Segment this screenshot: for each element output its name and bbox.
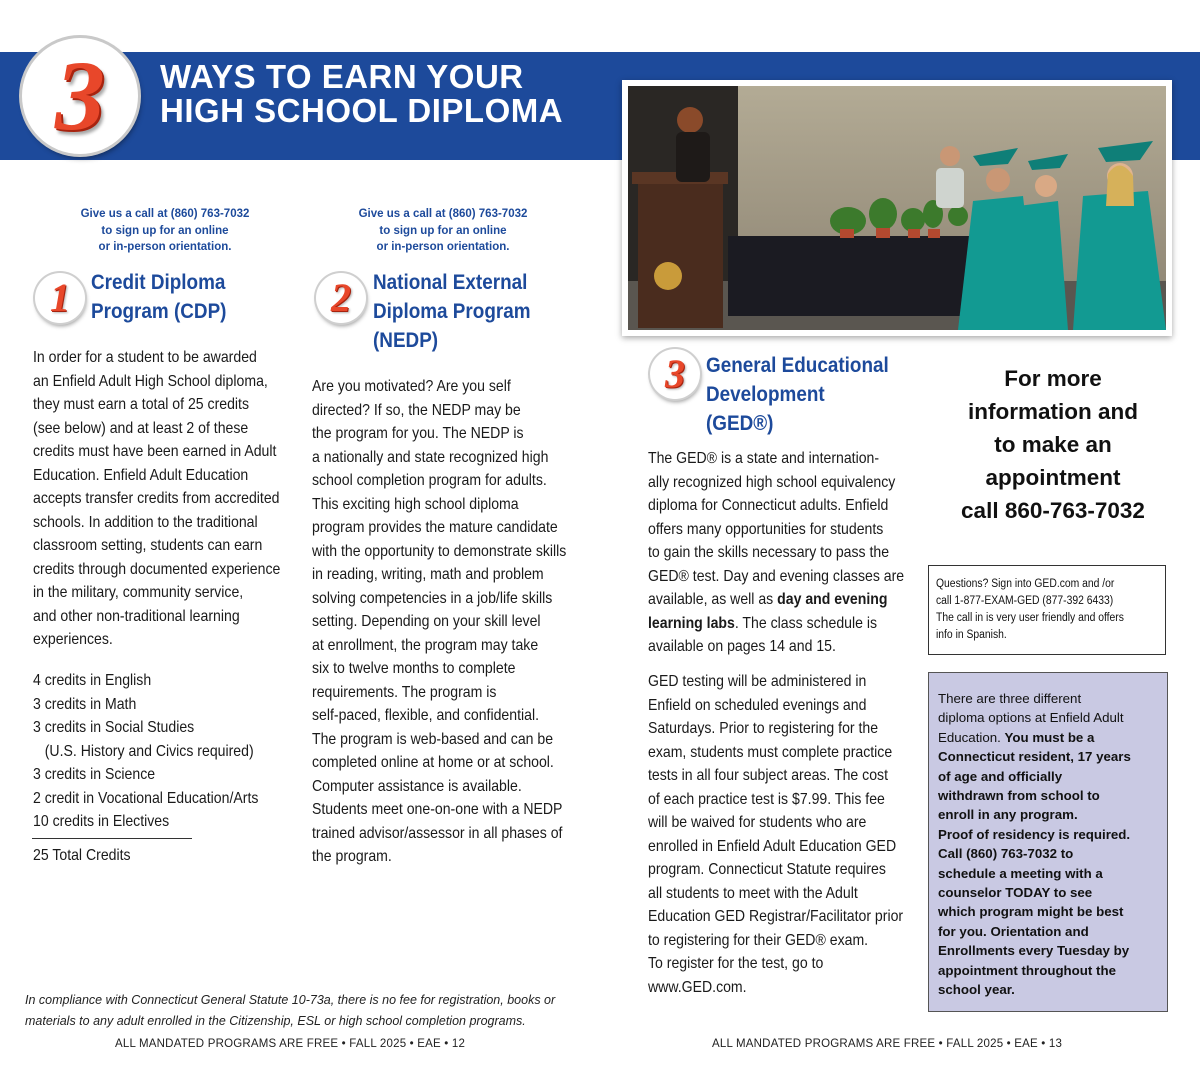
call-hint-cdp [55, 206, 275, 256]
footer-left: ALL MANDATED PROGRAMS ARE FREE • FALL 2025 • EAE • 12 [115, 1038, 466, 1050]
nedp-title-line: Diploma Program [373, 300, 531, 323]
title-line-1: WAYS TO EARN YOUR [160, 58, 524, 95]
ged-title-line: Development [706, 383, 825, 406]
more-info-line: information and [968, 399, 1138, 424]
nedp-title-line: (NEDP) [373, 329, 439, 352]
total-credits: 25 Total Credits [33, 847, 131, 864]
call-hint-line: to sign up for an online [101, 224, 229, 237]
ged-emphasis: day and evening learning labs [648, 591, 888, 632]
credit-item: 3 credits in Science [33, 766, 156, 783]
credit-item: 3 credits in Social Studies [33, 719, 195, 736]
credit-item: (U.S. History and Civics required) [33, 742, 254, 760]
cdp-title-line: Program (CDP) [91, 300, 227, 323]
section-2-number: 2 [331, 275, 351, 320]
credit-item: 2 credit in Vocational Education/Arts [33, 789, 259, 807]
programs-info-text [938, 689, 1161, 1000]
compliance-note [25, 990, 585, 1032]
ged-title [706, 351, 895, 438]
cdp-title [91, 268, 271, 326]
ged-paragraph-1 [648, 447, 912, 659]
credit-item: 10 credits in Electives [33, 813, 170, 830]
nedp-body: Are you motivated? Are you self directed? If so, the NEDP may be the program for you. The NEDP is a nationally and state recognized high school completion program for adults. This exciting high school diploma program provides the mature candidate with the opportunity to demonstrate skills in reading, writing, math and problem solving competencies in a job/life skills setting. Depending on your skill level at enrollment, the program may take six to twelve months to complete requirements. The program is self-paced, flexible, and confidential. The program is web-based and can be completed online at home or at school. Computer assistance is available. Students meet one-on-one with a NEDP trained advisor/assessor in all phases of the program. [312, 378, 567, 865]
programs-info-box [928, 672, 1168, 1012]
badge-number: 3 [55, 40, 105, 151]
call-hint-line: or in-person orientation. [98, 241, 232, 253]
credit-item: 3 credits in Math [33, 695, 137, 713]
footer-right: ALL MANDATED PROGRAMS ARE FREE • FALL 2025 • EAE • 13 [712, 1038, 1063, 1050]
questions-text: Questions? Sign into GED.com and /or call 1-877-EXAM-GED (877-392 6433) The call in is very user friendly and offers info in Spanish. [936, 578, 1124, 641]
questions-box [928, 565, 1166, 655]
programs-requirements: You must be a Connecticut resident, 17 years of age and officially withdrawn from school to enroll in any program. Proof of residency is required. Call (860) 763-7032 to schedule a meeting with a counselor TODAY to see which program might be best for you. Orientation and Enrollments every Tuesday by appointment throughout the school year. [938, 729, 1131, 998]
call-hint-nedp [333, 206, 553, 256]
graduation-scene-image [628, 86, 1166, 330]
compliance-text: In compliance with Connecticut General Statute 10-73a, there is no fee for registration, books or materials to any adult enrolled in the Citizenship, ESL or high school completion programs. [25, 993, 556, 1028]
credits-divider [32, 838, 192, 839]
ged-text: . The class schedule is available on pages 14 and 15. [648, 614, 878, 655]
page-title [160, 60, 620, 128]
ged-title-line: (GED®) [706, 412, 774, 435]
nedp-title [373, 268, 562, 355]
programs-intro: There are three different diploma options at Enfield Adult Education. [938, 691, 1124, 745]
credit-item: 4 credits in English [33, 672, 152, 689]
more-info-callout [940, 362, 1166, 527]
cdp-title-line: Credit Diploma [91, 271, 226, 294]
call-hint-line: Give us a call at (860) 763-7032 [358, 208, 528, 220]
more-info-phone: call 860-763-7032 [961, 498, 1145, 523]
ged-paragraph-2: GED testing will be administered in Enfield on scheduled evenings and Saturdays. Prior to registering for the exam, students must complete practice tests in all four subject areas. The cost of each practice test is $7.99. This fee will be waived for students who are enrolled in Enfield Adult Education GED program. Connecticut Statute requires all students to meet with the Adult Education GED Registrar/Facilitator prior to registering for their GED® exam. To register for the test, go to www.GED.com. [648, 673, 904, 996]
call-hint-line: to sign up for an online [379, 224, 507, 237]
nedp-title-line: National External [373, 271, 528, 294]
more-info-line: to make an [994, 432, 1112, 457]
title-line-2: HIGH SCHOOL DIPLOMA [160, 92, 564, 129]
ged-text: The GED® is a state and internation- ally recognized high school equivalency diploma for Connecticut adults. Enfield offers many opportunities for students to gain the skills necessary to pass the GED® test. Day and evening classes are available, as well as [648, 450, 905, 608]
cdp-body: In order for a student to be awarded an Enfield Adult High School diploma, they must earn a total of 25 credits (see below) and at least 2 of these credits must have been earned in Adult Education. Enfield Adult Education accepts transfer credits from accredited schools. In addition to the traditional classroom setting, students can earn credits through documented experience in the military, community service, and other non-traditional learning experiences. [33, 349, 281, 648]
more-info-line: For more [1004, 366, 1102, 391]
section-3-number: 3 [665, 351, 685, 396]
call-hint-line: or in-person orientation. [376, 241, 510, 253]
credit-list [33, 669, 288, 834]
call-hint-line: Give us a call at (860) 763-7032 [80, 208, 250, 220]
ged-title-line: General Educational [706, 354, 889, 377]
graduation-photo [622, 80, 1172, 336]
section-1-number: 1 [50, 275, 70, 320]
more-info-line: appointment [985, 465, 1121, 490]
